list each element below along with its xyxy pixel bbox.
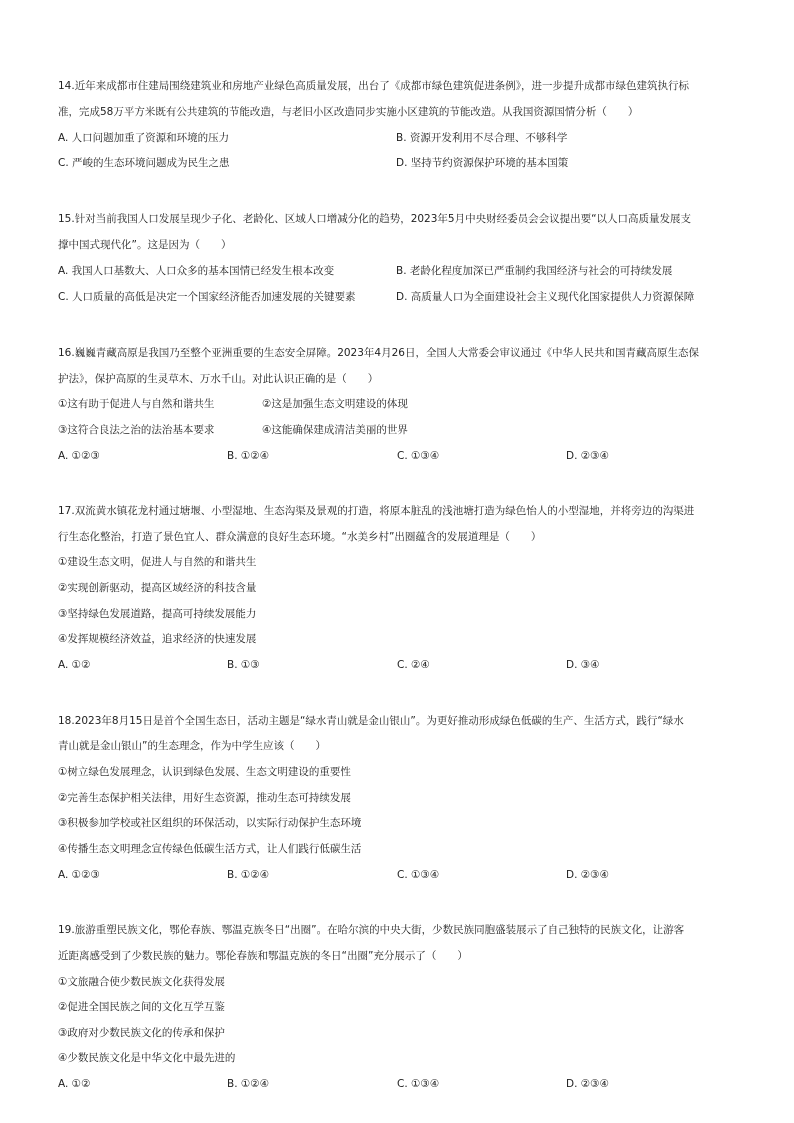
option-a: A. 人口问题加重了资源和环境的压力 bbox=[58, 132, 230, 144]
option-c: C. ①③④ bbox=[397, 450, 440, 462]
option-b: B. ①②④ bbox=[227, 869, 270, 881]
statement-3: ③政府对少数民族文化的传承和保护 bbox=[58, 1027, 225, 1039]
option-d: D. ②③④ bbox=[566, 450, 609, 462]
statement-3: ③积极参加学校或社区组织的环保活动，以实际行动保护生态环境 bbox=[58, 817, 362, 829]
option-d: D. 坚持节约资源保护环境的基本国策 bbox=[396, 157, 569, 169]
option-a: A. ①② bbox=[58, 659, 91, 671]
statement-2: ②完善生态保护相关法律，用好生态资源，推动生态可持续发展 bbox=[58, 792, 351, 804]
question-stem-line: 16.巍巍青藏高原是我国乃至整个亚洲重要的生态安全屏障。2023年4月26日，全国人大常委会审议通过《中华人民共和国青藏高原生态保 bbox=[58, 347, 699, 359]
statement-2: ②促进全国民族之间的文化互学互鉴 bbox=[58, 1001, 225, 1013]
statement-3: ③这符合良法之治的法治基本要求 bbox=[58, 424, 215, 436]
option-d: D. ③④ bbox=[566, 659, 600, 671]
statement-4: ④这能确保建成清洁美丽的世界 bbox=[262, 424, 408, 436]
option-b: B. ①③ bbox=[227, 659, 260, 671]
option-b: B. ①②④ bbox=[227, 1078, 270, 1090]
option-c: C. 严峻的生态环境问题成为民生之患 bbox=[58, 157, 230, 169]
option-c: C. ①③④ bbox=[397, 1078, 440, 1090]
question-stem-line: 18.2023年8月15日是首个全国生态日，活动主题是“绿水青山就是金山银山”。为更好推动形成绿色低碳的生产、生活方式，践行“绿水 bbox=[58, 715, 684, 727]
statement-2: ②这是加强生态文明建设的体现 bbox=[262, 398, 408, 410]
question-stem-line: 青山就是金山银山”的生态理念，作为中学生应该（ ） bbox=[58, 740, 326, 752]
question-stem-line: 15.针对当前我国人口发展呈现少子化、老龄化、区域人口增减分化的趋势，2023年5月中央财经委员会会议提出要“以人口高质量发展支 bbox=[58, 213, 692, 225]
question-stem-line: 17.双流黄水镇花龙村通过塘堰、小型湿地、生态沟渠及景观的打造，将原本脏乱的浅池塘打造为绿色怡人的小型湿地，并将旁边的沟渠进 bbox=[58, 505, 695, 517]
option-d: D. ②③④ bbox=[566, 1078, 609, 1090]
option-d: D. 高质量人口为全面建设社会主义现代化国家提供人力资源保障 bbox=[396, 291, 695, 303]
option-a: A. 我国人口基数大、人口众多的基本国情已经发生根本改变 bbox=[58, 265, 335, 277]
statement-4: ④发挥规模经济效益，追求经济的快速发展 bbox=[58, 633, 257, 645]
option-b: B. 老龄化程度加深已严重制约我国经济与社会的可持续发展 bbox=[396, 265, 673, 277]
statement-1: ①文旅融合使少数民族文化获得发展 bbox=[58, 976, 225, 988]
option-b: B. ①②④ bbox=[227, 450, 270, 462]
statement-1: ①建设生态文明，促进人与自然的和谐共生 bbox=[58, 556, 257, 568]
question-stem-line: 行生态化整治，打造了景色宜人、群众满意的良好生态环境。“水美乡村”出圈蕴含的发展道理是（ ） bbox=[58, 531, 542, 543]
statement-2: ②实现创新驱动，提高区域经济的科技含量 bbox=[58, 582, 257, 594]
question-stem-line: 撑中国式现代化”。这是因为（ ） bbox=[58, 239, 232, 251]
option-a: A. ①②③ bbox=[58, 450, 100, 462]
option-d: D. ②③④ bbox=[566, 869, 609, 881]
option-a: A. ①② bbox=[58, 1078, 91, 1090]
option-c: C. ①③④ bbox=[397, 869, 440, 881]
question-stem-line: 准，完成58万平方米既有公共建筑的节能改造，与老旧小区改造同步实施小区建筑的节能改造。从我国资源国情分析（ ） bbox=[58, 106, 639, 118]
question-stem-line: 护法》，保护高原的生灵草木、万水千山。对此认识正确的是（ ） bbox=[58, 373, 379, 385]
option-b: B. 资源开发利用不尽合理、不够科学 bbox=[396, 132, 568, 144]
option-c: C. 人口质量的高低是决定一个国家经济能否加速发展的关键要素 bbox=[58, 291, 356, 303]
question-stem-line: 14.近年来成都市住建局围绕建筑业和房地产业绿色高质量发展，出台了《成都市绿色建筑促进条例》，进一步提升成都市绿色建筑执行标 bbox=[58, 80, 689, 92]
statement-4: ④少数民族文化是中华文化中最先进的 bbox=[58, 1052, 236, 1064]
statement-1: ①树立绿色发展理念，认识到绿色发展、生态文明建设的重要性 bbox=[58, 766, 351, 778]
question-stem-line: 19.旅游重塑民族文化，鄂伦春族、鄂温克族冬日“出圈”。在哈尔滨的中央大街，少数民族同胞盛装展示了自己独特的民族文化，让游客 bbox=[58, 924, 685, 936]
option-c: C. ②④ bbox=[397, 659, 430, 671]
statement-3: ③坚持绿色发展道路，提高可持续发展能力 bbox=[58, 608, 257, 620]
option-a: A. ①②③ bbox=[58, 869, 100, 881]
statement-1: ①这有助于促进人与自然和谐共生 bbox=[58, 398, 215, 410]
statement-4: ④传播生态文明理念宣传绿色低碳生活方式，让人们践行低碳生活 bbox=[58, 843, 362, 855]
question-stem-line: 近距离感受到了少数民族的魅力。鄂伦春族和鄂温克族的冬日“出圈”充分展示了（ ） bbox=[58, 950, 468, 962]
